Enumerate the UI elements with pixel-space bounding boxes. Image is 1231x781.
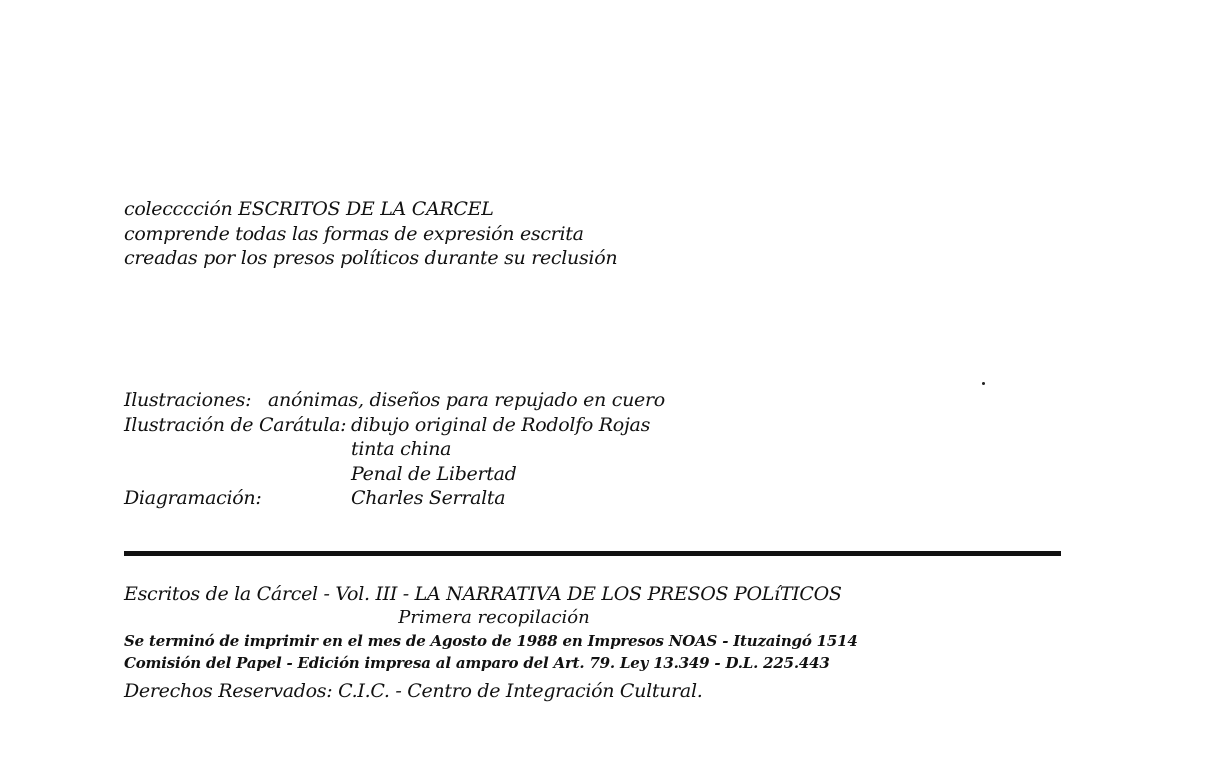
credit-cover <box>124 413 665 438</box>
credit-illustrations <box>124 388 665 413</box>
collection-description-line: comprende todas las formas de expresión escrita <box>124 222 584 245</box>
printing-info: Se terminó de imprimir en el mes de Agosto de 1988 en Impresos NOAS - Ituzaingó 1514 <box>124 632 858 650</box>
credit-label: Diagramación: <box>124 487 262 509</box>
credit-value: anónimas, diseños para repujado en cuero <box>268 389 665 411</box>
print-speck <box>982 382 985 385</box>
credit-value: Penal de Libertad <box>351 462 517 485</box>
credit-value: tinta china <box>351 438 452 460</box>
collection-title: colecccción ESCRITOS DE LA CARCEL <box>124 198 494 220</box>
collection-note <box>124 197 617 271</box>
rights-notice: Derechos Reservados: C.I.C. - Centro de Integración Cultural. <box>124 680 703 702</box>
series-title: Escritos de la Cárcel - Vol. III - LA NARRATIVA DE LOS PRESOS POLíTICOS <box>124 583 842 605</box>
credit-value: dibujo original de Rodolfo Rojas <box>351 413 651 436</box>
collection-description-line: creadas por los presos políticos durante su reclusión <box>124 247 618 269</box>
credit-cover-continued <box>124 462 665 487</box>
horizontal-rule <box>124 551 1061 556</box>
legal-info: Comisión del Papel - Edición impresa al amparo del Art. 79. Ley 13.349 - D.L. 225.443 <box>124 654 830 672</box>
credit-cover-continued <box>124 437 665 462</box>
credit-label: Ilustraciones: <box>124 389 252 411</box>
credit-value: Charles Serralta <box>351 487 506 509</box>
edition-subtitle: Primera recopilación <box>398 607 590 628</box>
colophon <box>124 582 884 703</box>
credit-label: Ilustración de Carátula: <box>124 413 347 436</box>
credit-layout <box>124 486 665 511</box>
credits-block <box>124 388 665 511</box>
